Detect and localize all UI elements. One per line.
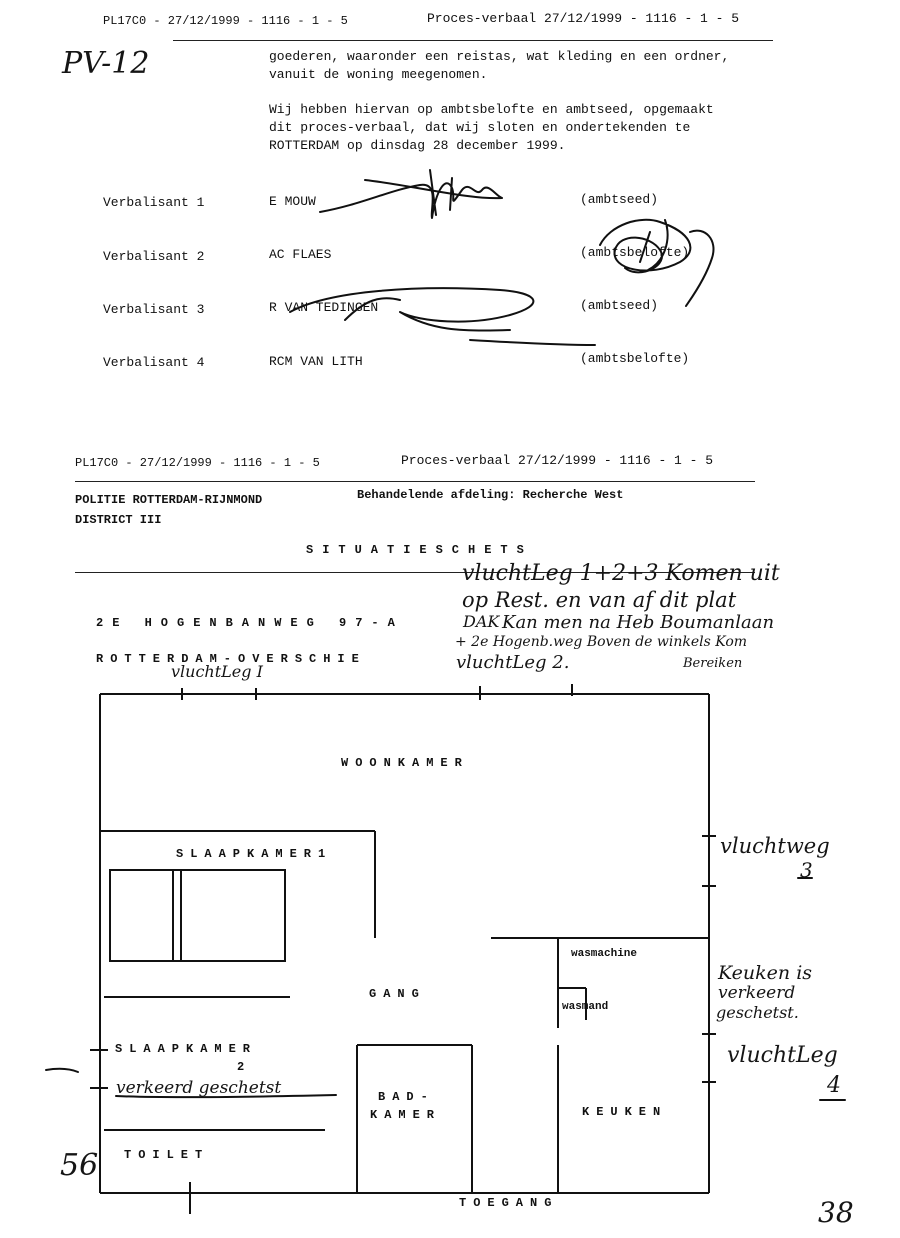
signatory-4-role: Verbalisant 4 (103, 355, 205, 370)
hand-vluchtweg-1: vluchtLeg I (171, 662, 263, 681)
signatory-3-role: Verbalisant 3 (103, 302, 205, 317)
sketch-title: SITUATIESCHETS (306, 543, 533, 557)
page1-body-line-2: vanuit de woning meegenomen. (269, 67, 488, 82)
hand-keuken-note-2: verkeerd (718, 983, 796, 1003)
room-slaapkamer-1: SLAAPKAMER1 (176, 847, 333, 861)
room-badkamer-line-1: BAD- (378, 1090, 435, 1104)
page1-body-line-1: goederen, waaronder een reistas, wat kleding en een ordner, (269, 49, 730, 64)
page1-body-line-5: ROTTERDAM op dinsdag 28 december 1999. (269, 138, 566, 153)
signatory-1-oath: (ambtseed) (580, 192, 659, 207)
hand-keuken-note-3: geschetst. (716, 1003, 799, 1022)
hand-note-line-4: + 2e Hogenb.weg Boven de winkels Kom (455, 634, 748, 650)
room-toilet: TOILET (124, 1148, 210, 1162)
room-keuken: KEUKEN (582, 1105, 668, 1119)
hand-vluchtweg-4: vluchtLeg (727, 1043, 838, 1068)
hand-dak-label: DAK (463, 612, 500, 631)
room-gang: GANG (369, 987, 426, 1001)
page2-header-left: PL17C0 - 27/12/1999 - 1116 - 1 - 5 (75, 456, 320, 470)
signatory-3-name: R VAN TEDINGEN (269, 300, 379, 315)
page2-header-right: Proces-verbaal 27/12/1999 - 1116 - 1 - 5 (401, 453, 714, 468)
address-line-1: 2E HOGENBANWEG 97-A (96, 616, 404, 630)
room-woonkamer: WOONKAMER (341, 756, 469, 770)
signatory-2-role: Verbalisant 2 (103, 249, 205, 264)
hand-note-line-5: Bereiken (683, 656, 743, 671)
room-slaapkamer-2: SLAAPKAMER (115, 1042, 258, 1056)
signatory-1-role: Verbalisant 1 (103, 195, 205, 210)
room-badkamer-line-2: KAMER (370, 1108, 442, 1122)
label-wasmachine: wasmachine (571, 948, 638, 960)
page1-header-left: PL17C0 - 27/12/1999 - 1116 - 1 - 5 (103, 14, 348, 28)
page1-header-right: Proces-verbaal 27/12/1999 - 1116 - 1 - 5 (427, 11, 740, 26)
hand-note-line-3: Kan men na Heb Boumanlaan (502, 612, 775, 633)
signatory-4-oath: (ambtsbelofte) (580, 351, 690, 366)
hand-vluchtweg-3-number: 3 (800, 858, 813, 882)
page-number-right: 38 (818, 1196, 854, 1229)
hand-vluchtweg-2: vluchtLeg 2. (456, 652, 570, 673)
page1-body-line-4: dit proces-verbaal, dat wij sloten en ondertekenden te (269, 120, 691, 135)
page-number-left: 56 (60, 1148, 99, 1183)
hand-verkeerd-geschetst: verkeerd geschetst (116, 1078, 282, 1098)
hand-vluchtweg-4-number: 4 (827, 1073, 841, 1098)
org-line-2: DISTRICT III (75, 513, 162, 527)
label-toegang: TOEGANG (459, 1196, 559, 1210)
signatory-1-name: E MOUW (269, 194, 316, 209)
hand-note-line-1: vluchtLeg 1+2+3 Komen uit (462, 561, 780, 586)
org-line-1: POLITIE ROTTERDAM-RIJNMOND (75, 493, 263, 507)
department: Behandelende afdeling: Recherche West (357, 488, 624, 502)
address-line-2: ROTTERDAM-OVERSCHIE (96, 652, 366, 666)
room-slaapkamer-2-number: 2 (237, 1060, 252, 1074)
label-wasmand: wasmand (562, 1001, 609, 1013)
hand-note-line-2: op Rest. en van af dit plat (462, 588, 737, 612)
page1-margin-note: PV-12 (62, 46, 150, 81)
signatory-2-name: AC FLAES (269, 247, 332, 262)
page1-body-line-3: Wij hebben hiervan op ambtsbelofte en ambtseed, opgemaakt (269, 102, 714, 117)
signatory-3-oath: (ambtseed) (580, 298, 659, 313)
hand-vluchtweg-3: vluchtweg (720, 834, 830, 858)
signatory-4-name: RCM VAN LITH (269, 354, 363, 369)
hand-keuken-note-1: Keuken is (718, 962, 813, 984)
signatory-2-oath: (ambtsbelofte) (580, 245, 690, 260)
